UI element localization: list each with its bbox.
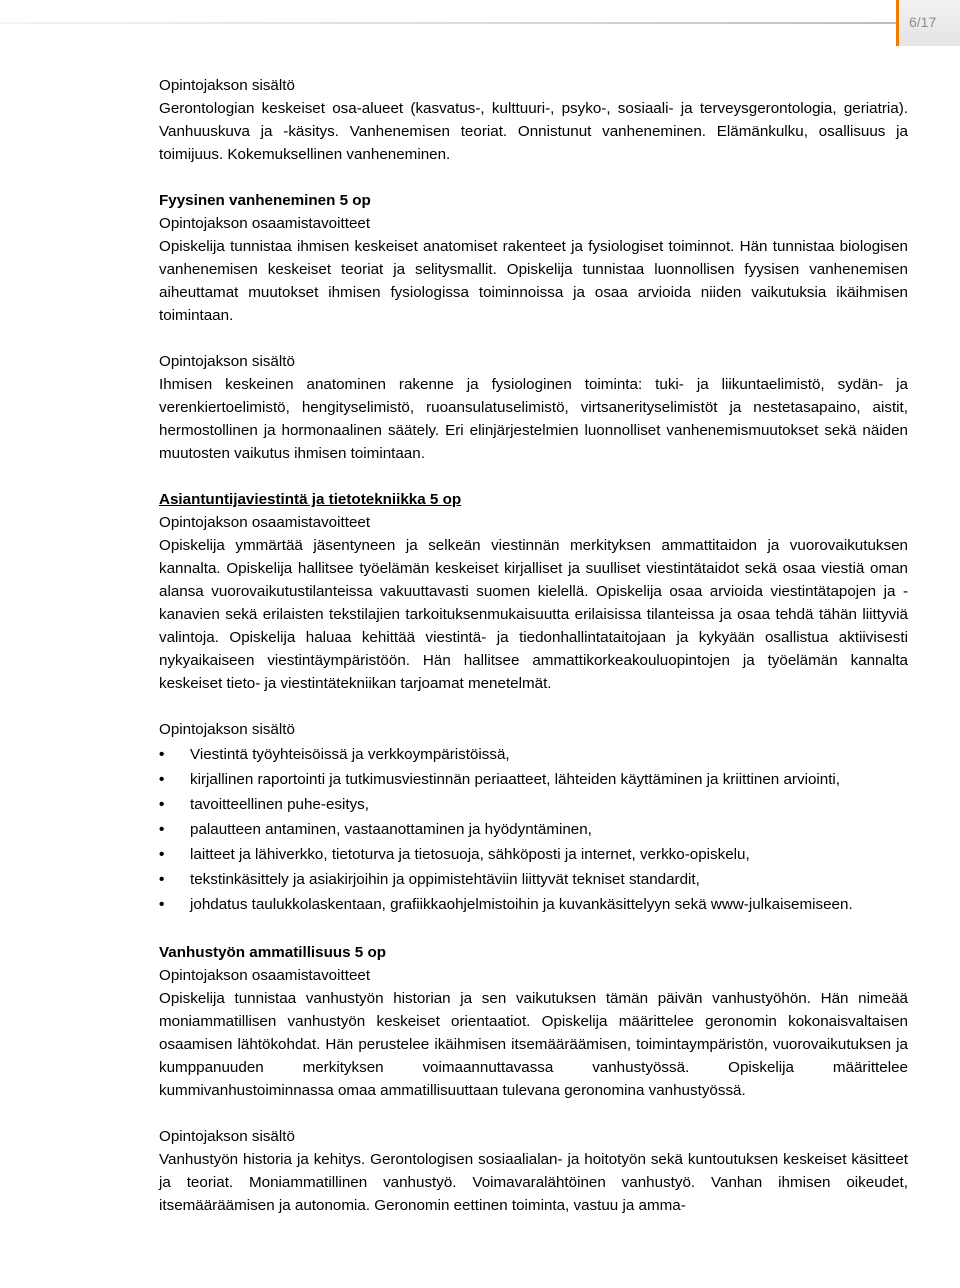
- bullet-icon: •: [159, 846, 165, 863]
- bullet-icon: •: [159, 896, 165, 913]
- page-number-tab: [896, 0, 960, 46]
- vanhustyon-ammatillisuus-section: [159, 941, 908, 1217]
- list-item-text: tavoitteellinen puhe-esitys,: [190, 796, 369, 813]
- bullet-icon: •: [159, 871, 165, 888]
- page-number: 6/17: [909, 14, 937, 30]
- list-item-text: tekstinkäsittely ja asiakirjoihin ja oppimistehtäviin liittyvät tekniset standardit,: [190, 871, 700, 888]
- list-item-text: laitteet ja lähiverkko, tietoturva ja tietosuoja, sähköposti ja internet, verkko-opiskelu,: [190, 846, 750, 863]
- course-title: Fyysinen vanheneminen 5 op: [159, 192, 371, 209]
- list-item: [159, 793, 908, 816]
- paragraph: Vanhustyön historia ja kehitys. Gerontologisen sosiaalialan- ja hoitotyön sekä kuntoutuksen keskeiset käsitteet ja teoriat. Moniammatillinen vanhustyö. Voimavaralähtöinen vanhustyö. Vanhan ihmisen oikeudet, itsemääräämisen ja autonomia. Geronomin eettinen toiminta, vastuu ja amma-: [159, 1151, 908, 1214]
- paragraph: Opiskelija tunnistaa vanhustyön historian ja sen vaikutuksen tämän päivän vanhustyöhön. Hän nimeää moniammatillisen vanhustyön keskeiset orientaatiot. Opiskelija määrittelee geronomin kokonaisvaltaisen osaamisen lähtökohdat. Hän perustelee ikäihmisen itsemääräämisen, toimintaympäristön, vuorovaikutuksen ja kumppanuuden merkityksen voimaannuttavassa vanhustyössä. Opiskelija määrittelee kummivanhustoiminnassa omaa ammatillisuuttaan tulevana geronomina vanhustyössä.: [159, 990, 908, 1099]
- list-item-text: palautteen antaminen, vastaanottaminen ja hyödyntäminen,: [190, 821, 592, 838]
- list-item: [159, 818, 908, 841]
- section-label: Opintojakson osaamistavoitteet: [159, 215, 371, 232]
- list-item: [159, 743, 908, 766]
- list-item-text: Viestintä työyhteisöissä ja verkkoympäristöissä,: [190, 746, 510, 763]
- list-item-text: kirjallinen raportointi ja tutkimusviestinnän periaatteet, lähteiden käyttäminen ja kriittinen arviointi,: [190, 771, 841, 788]
- section-label: Opintojakson sisältö: [159, 1128, 295, 1145]
- bullet-icon: •: [159, 796, 165, 813]
- fyysinen-vanheneminen-section: [159, 189, 908, 465]
- bullet-icon: •: [159, 771, 165, 788]
- paragraph: Ihmisen keskeinen anatominen rakenne ja fysiologinen toiminta: tuki- ja liikuntaelimistö, sydän- ja verenkiertoelimistö, hengityselimistö, ruoansulatuselimistö, virtsanerityselimistöt ja nestetasapaino, aistit, hermostollinen ja hormonaalinen säätely. Eri elinjärjestelmien luonnolliset vanhenemismuutokset sekä näiden muutosten vaikutus ihmisen toimintaan.: [159, 376, 908, 462]
- paragraph: Opiskelija ymmärtää jäsentyneen ja selkeän viestinnän merkityksen ammattitaidon ja vuorovaikutuksen kannalta. Opiskelija hallitsee työelämän keskeiset kirjalliset ja suulliset viestintätaidot sekä osaa viestiä oman alansa vuorovaikutustilanteissa vakuuttavasti suomen kielellä. Opiskelija osaa arvioida viestintätapojen ja -kanavien sekä erilaisten tekstilajien tarkoituksenmukaisuutta erilaisissa tilanteissa ja osaa tehdä tähän liittyviä valintoja. Opiskelija haluaa kehittää viestintä- ja tiedonhallintataitojaan ja kykyään osallistua aktiivisesti nykyaikaiseen viestintäympäristöön. Hän hallitsee ammattikorkeakouluopintojen ja työelämän kannalta keskeiset tieto- ja viestintätekniikan tarjoamat menetelmät.: [159, 537, 908, 692]
- list-item: [159, 893, 908, 916]
- paragraph: Opiskelija tunnistaa ihmisen keskeiset anatomiset rakenteet ja fysiologiset toiminnot. Hän tunnistaa biologisen vanhenemisen keskeiset teoriat ja selitysmallit. Opiskelija tunnistaa luonnollisen fyysisen vanhenemisen aiheuttamat muutokset ihmisen fysiologissa toiminnoissa ja osaa arvioida niiden vaikutuksia ikäihmisen toimintaan.: [159, 238, 908, 324]
- list-item: [159, 768, 908, 791]
- document-body: [159, 74, 908, 1217]
- course-title: Vanhustyön ammatillisuus 5 op: [159, 944, 387, 961]
- asiantuntijaviestinta-section: [159, 488, 908, 916]
- bullet-list: [159, 743, 908, 916]
- paragraph: Gerontologian keskeiset osa-alueet (kasvatus-, kulttuuri-, psyko-, sosiaali- ja terveysgerontologia, geriatria). Vanhuuskuva ja -käsitys. Vanhenemisen teoriat. Onnistunut vanheneminen. Elämänkulku, osallisuus ja toimijuus. Kokemuksellinen vanheneminen.: [159, 100, 908, 163]
- course-title: Asiantuntijaviestintä ja tietotekniikka 5 op: [159, 491, 462, 508]
- header-rule: [0, 22, 896, 24]
- section-label: Opintojakson sisältö: [159, 77, 295, 94]
- list-item: [159, 843, 908, 866]
- bullet-icon: •: [159, 821, 165, 838]
- section-label: Opintojakson osaamistavoitteet: [159, 514, 371, 531]
- list-item-text: johdatus taulukkolaskentaan, grafiikkaohjelmistoihin ja kuvankäsittelyyn sekä www-julkaisemiseen.: [190, 896, 853, 913]
- bullet-icon: •: [159, 746, 165, 763]
- section-label: Opintojakson osaamistavoitteet: [159, 967, 371, 984]
- gerontologia-content-section: [159, 74, 908, 166]
- section-label: Opintojakson sisältö: [159, 721, 295, 738]
- list-item: [159, 868, 908, 891]
- section-label: Opintojakson sisältö: [159, 353, 295, 370]
